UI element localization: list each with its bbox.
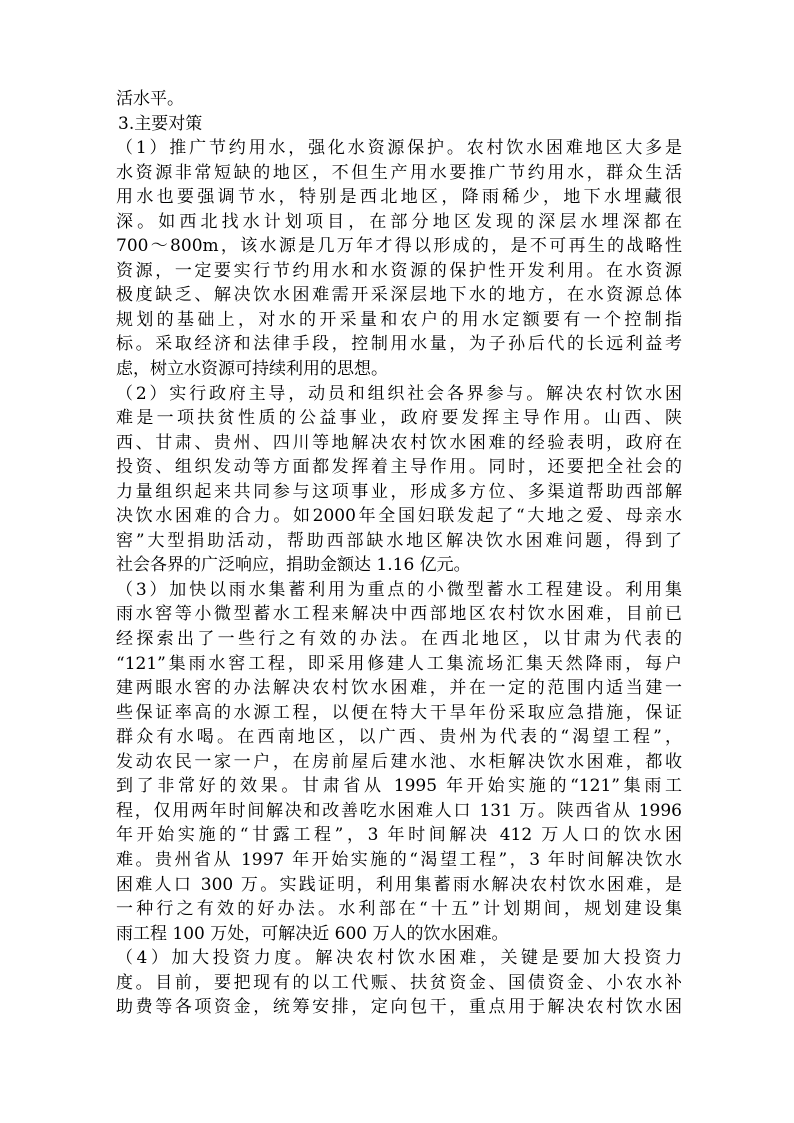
document-page <box>116 87 682 1020</box>
text-line: （1）推广节约用水，强化水资源保护。农村饮水困难地区大多是 <box>116 138 682 159</box>
text-line: 经探索出了一些行之有效的办法。在西北地区，以甘肃为代表的 <box>116 629 682 650</box>
text-line: 活水平。 <box>116 89 184 109</box>
text-line: 程，仅用两年时间解决和改善吃水困难人口 131 万。陕西省从 1996 <box>116 800 682 821</box>
text-line: 力量组织起来共同参与这项事业，形成多方位、多渠道帮助西部解 <box>116 481 682 502</box>
text-line: 社会各界的广泛响应，捐助金额达 1.16 亿元。 <box>116 555 471 576</box>
text-line: 水资源非常短缺的地区，不但生产用水要推广节约用水，群众生活 <box>116 162 682 183</box>
text-line: 规划的基础上，对水的开采量和农户的用水定额要有一个控制指 <box>116 309 682 330</box>
text-line: 难是一项扶贫性质的公益事业，政府要发挥主导作用。山西、陕 <box>116 408 682 429</box>
text-line: 虑，树立水资源可持续利用的思想。 <box>116 359 388 380</box>
text-line: 助费等各项资金，统筹安排，定向包干，重点用于解决农村饮水困 <box>116 997 682 1018</box>
text-line: 西、甘肃、贵州、四川等地解决农村饮水困难的经验表明，政府在 <box>116 432 682 453</box>
text-line: 到了非常好的效果。甘肃省从 1995 年开始实施的“121”集雨工 <box>116 776 682 797</box>
text-line: 发动农民一家一户，在房前屋后建水池、水柜解决饮水困难，都收 <box>116 751 682 772</box>
text-line: 建两眼水窖的办法解决农村饮水困难，并在一定的范围内适当建一 <box>116 678 682 699</box>
text-line: 年开始实施的“甘露工程”，3 年时间解决 412 万人口的饮水困 <box>116 825 682 846</box>
text-line: 3.主要对策 <box>118 113 203 134</box>
text-line: （2）实行政府主导，动员和组织社会各界参与。解决农村饮水困 <box>116 383 682 404</box>
text-line: 困难人口 300 万。实践证明，利用集蓄雨水解决农村饮水困难，是 <box>116 874 682 895</box>
text-line: 难。贵州省从 1997 年开始实施的“渴望工程”，3 年时间解决饮水 <box>116 849 682 870</box>
text-line: （3）加快以雨水集蓄利用为重点的小微型蓄水工程建设。利用集 <box>116 579 682 600</box>
text-line: 资源，一定要实行节约用水和水资源的保护性开发利用。在水资源 <box>116 260 682 281</box>
text-line: 深。如西北找水计划项目，在部分地区发现的深层水埋深都在 <box>116 211 682 232</box>
text-line: 标。采取经济和法律手段，控制用水量，为子孙后代的长远利益考 <box>116 334 682 355</box>
text-line: 一种行之有效的好办法。水利部在“十五”计划期间，规划建设集 <box>116 899 682 920</box>
text-line: 窖”大型捐助活动，帮助西部缺水地区解决饮水困难问题，得到了 <box>116 530 682 551</box>
text-line: 决饮水困难的合力。如2000年全国妇联发起了“大地之爱、母亲水 <box>116 506 682 527</box>
text-line: 度。目前，要把现有的以工代赈、扶贫资金、国债资金、小农水补 <box>116 972 682 993</box>
text-line: 极度缺乏、解决饮水困难需开采深层地下水的地方，在水资源总体 <box>116 285 682 306</box>
text-line: 700～800m，该水源是几万年才得以形成的，是不可再生的战略性 <box>116 236 682 257</box>
text-line: 些保证率高的水源工程，以便在特大干旱年份采取应急措施，保证 <box>116 702 682 723</box>
text-line: 雨水窖等小微型蓄水工程来解决中西部地区农村饮水困难，目前已 <box>116 604 682 625</box>
text-line: 雨工程 100 万处，可解决近 600 万人的饮水困难。 <box>116 923 509 944</box>
text-line: （4）加大投资力度。解决农村饮水困难，关键是要加大投资力 <box>116 948 682 969</box>
text-line: “121”集雨水窖工程，即采用修建人工集流场汇集天然降雨，每户 <box>116 653 682 674</box>
text-line: 投资、组织发动等方面都发挥着主导作用。同时，还要把全社会的 <box>116 457 682 478</box>
text-line: 用水也要强调节水，特别是西北地区，降雨稀少，地下水埋藏很 <box>116 187 682 208</box>
text-line: 群众有水喝。在西南地区，以广西、贵州为代表的“渴望工程”， <box>116 727 682 748</box>
